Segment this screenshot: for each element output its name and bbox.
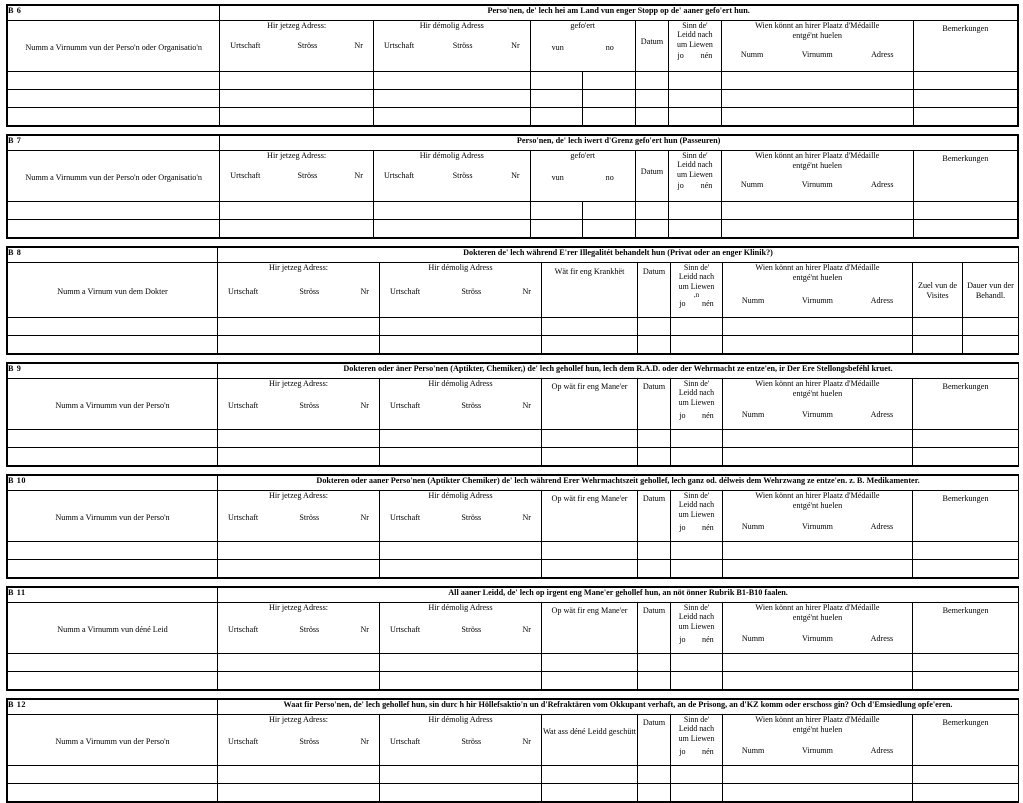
cell-illness[interactable] [542, 336, 638, 354]
cell-manner[interactable] [542, 448, 638, 466]
section-title-row [8, 588, 1019, 603]
section-title: All aaner Leidd, de' lech op irgent eng Mane'er gehollef hun, an nöt önner Rubrik B1-B10 faalen. [218, 588, 1019, 603]
section-code: B 6 [8, 6, 220, 21]
section-title-row [8, 136, 1018, 151]
cell-name[interactable] [8, 318, 218, 336]
cell-name[interactable] [8, 202, 220, 220]
cell-vun[interactable] [530, 108, 583, 126]
section-b8 [6, 246, 1019, 355]
cell-visits[interactable] [913, 336, 963, 354]
table-row[interactable] [8, 766, 1019, 784]
cell-datum[interactable] [635, 202, 668, 220]
cell-remarks[interactable] [913, 90, 1017, 108]
col-alive: Sinn de' Leidd nach um Liewen jo nén [671, 715, 723, 766]
col-address-now: Hir jetzeg Adress: Urtschaft Ströss Nr [218, 603, 380, 654]
cell-medal[interactable] [721, 108, 913, 126]
cell-addr-then[interactable] [373, 202, 530, 220]
cell-addr-now[interactable] [218, 430, 380, 448]
cell-name[interactable] [8, 72, 220, 90]
cell-name[interactable] [8, 784, 218, 802]
table-row[interactable] [8, 108, 1018, 126]
lbl-nr: Nr [354, 41, 363, 51]
cell-medal[interactable] [723, 336, 913, 354]
col-address-now: Hir jetzeg Adress: Urtschaft Ströss Nr [218, 715, 380, 766]
cell-addr-then[interactable] [380, 654, 542, 672]
section-title: Dokteren oder aaner Perso'nen (Aptikter Chemiker) de' lech während Erer Wehrmachtszeit gehollef, lech ganz od. délweis dem Wehrzwang ze entze'en. z. B. Medikamenter. [218, 476, 1019, 491]
col-name-person: Numm a Virnumm vun der Perso'n [8, 491, 218, 542]
col-address-now: Hir jetzeg Adress: Urtschaft Ströss Nr [218, 491, 380, 542]
section-code: B 7 [8, 136, 220, 151]
cell-vun[interactable] [530, 202, 583, 220]
lbl-urtschaft: Urtschaft [230, 41, 261, 51]
table-row[interactable] [8, 672, 1019, 690]
col-name-person: Numm a Virnumm vun der Perso'n [8, 379, 218, 430]
col-manner: Op wät fir eng Mane'er [542, 603, 638, 654]
cell-remarks[interactable] [913, 108, 1017, 126]
col-address-then: Hir démolig Adress Urtschaft Ströss Nr [380, 491, 542, 542]
table-row[interactable] [8, 654, 1019, 672]
cell-name[interactable] [8, 448, 218, 466]
column-header-row [8, 715, 1019, 766]
cell-alive[interactable] [671, 430, 723, 448]
cell-addr-now[interactable] [220, 72, 374, 90]
section-title: Perso'nen, de' lech hei am Land vun enger Stopp op de' aaner gefo'ert hun. [220, 6, 1018, 21]
col-medal-receiver: Wien könnt an hirer Plaatz d'Médaille entgé'nt huelen Numm Virnumm Adress [723, 491, 913, 542]
col-datum: Datum [638, 603, 671, 654]
cell-remarks[interactable] [913, 672, 1019, 690]
cell-medal[interactable] [721, 90, 913, 108]
cell-datum[interactable] [638, 766, 671, 784]
cell-addr-then[interactable] [380, 336, 542, 354]
cell-addr-then[interactable] [380, 318, 542, 336]
cell-medal[interactable] [723, 318, 913, 336]
col-datum: Datum [638, 715, 671, 766]
cell-name[interactable] [8, 220, 220, 238]
cell-manner[interactable] [542, 430, 638, 448]
col-address-then: Hir démolig Adress Urtschaft Ströss Nr [380, 379, 542, 430]
cell-medal[interactable] [723, 448, 913, 466]
section-code: B 12 [8, 700, 218, 715]
column-header-row [8, 379, 1019, 430]
cell-medal[interactable] [723, 560, 913, 578]
section-title-row [8, 364, 1019, 379]
cell-medal[interactable] [723, 766, 913, 784]
col-alive: Sinn de' Leidd nach um Liewen jo nén [671, 491, 723, 542]
cell-datum[interactable] [638, 336, 671, 354]
cell-addr-now[interactable] [218, 560, 380, 578]
cell-alive[interactable] [671, 318, 723, 336]
col-gefoert: gefo'ert vun no [530, 21, 635, 72]
cell-alive[interactable] [671, 560, 723, 578]
col-address-now: Hir jetzeg Adress: Urtschaft Ströss Nr [220, 21, 374, 72]
cell-addr-then[interactable] [380, 560, 542, 578]
column-header-row [8, 263, 1019, 318]
section-title: Perso'nen, de' lech iwert d'Grenz gefo'ert hun (Passeuren) [220, 136, 1018, 151]
cell-addr-then[interactable] [373, 72, 530, 90]
cell-datum[interactable] [638, 448, 671, 466]
cell-addr-then[interactable] [380, 542, 542, 560]
cell-vun[interactable] [530, 72, 583, 90]
column-header-row [8, 151, 1018, 202]
cell-addr-now[interactable] [220, 202, 374, 220]
cell-addr-now[interactable] [218, 766, 380, 784]
cell-medal[interactable] [721, 72, 913, 90]
cell-remarks[interactable] [913, 654, 1019, 672]
cell-remarks[interactable] [913, 430, 1019, 448]
cell-name[interactable] [8, 672, 218, 690]
col-address-now: Hir jetzeg Adress: Urtschaft Ströss Nr [218, 263, 380, 318]
cell-alive[interactable] [669, 202, 722, 220]
cell-remarks[interactable] [913, 542, 1019, 560]
cell-alive[interactable] [669, 90, 722, 108]
cell-name[interactable] [8, 108, 220, 126]
cell-addr-now[interactable] [218, 336, 380, 354]
col-name-org: Numm a Virnumm vun der Perso'n oder Organisatio'n [8, 21, 220, 72]
cell-addr-now[interactable] [220, 90, 374, 108]
section-title-row [8, 6, 1018, 21]
section-b6 [6, 4, 1019, 127]
table-row[interactable] [8, 336, 1019, 354]
table-row[interactable] [8, 202, 1018, 220]
table-row[interactable] [8, 90, 1018, 108]
col-what-happened: Wat ass déné Leidd geschütt [542, 715, 638, 766]
cell-addr-then[interactable] [380, 784, 542, 802]
col-medal-receiver: Wien könnt an hirer Plaatz d'Médaille entgé'nt huelen Numm Virnumm Adress [723, 263, 913, 318]
col-alive: Sinn de' Leidd nach um Liewen ,n jo nén [671, 263, 723, 318]
cell-addr-now[interactable] [218, 448, 380, 466]
col-address-then: Hir démolig Adress Urtschaft Ströss Nr [380, 715, 542, 766]
table-row[interactable] [8, 318, 1019, 336]
cell-alive[interactable] [669, 220, 722, 238]
cell-alive[interactable] [671, 448, 723, 466]
cell-addr-now[interactable] [218, 542, 380, 560]
cell-medal[interactable] [721, 220, 913, 238]
cell-alive[interactable] [671, 542, 723, 560]
col-alive: Sinn de' Leidd nach um Liewen jo nén [669, 21, 722, 72]
col-name-person: Numm a Virnumm vun der Perso'n [8, 715, 218, 766]
cell-datum[interactable] [635, 72, 668, 90]
table-row[interactable] [8, 560, 1019, 578]
cell-name[interactable] [8, 336, 218, 354]
col-treatment-duration: Dauer vun der Behandl. [963, 263, 1019, 318]
cell-datum[interactable] [635, 108, 668, 126]
column-header-row [8, 21, 1018, 72]
cell-duration[interactable] [963, 336, 1019, 354]
cell-no[interactable] [583, 108, 636, 126]
cell-addr-now[interactable] [218, 784, 380, 802]
cell-datum[interactable] [638, 430, 671, 448]
col-remarks: Bemerkungen [913, 21, 1017, 72]
cell-manner[interactable] [542, 560, 638, 578]
cell-remarks[interactable] [913, 72, 1017, 90]
cell-no[interactable] [583, 90, 636, 108]
cell-duration[interactable] [963, 318, 1019, 336]
cell-medal[interactable] [723, 672, 913, 690]
col-address-then: Hir démolig Adress Urtschaft Ströss Nr [380, 603, 542, 654]
col-manner: Op wät fir eng Mane'er [542, 379, 638, 430]
cell-medal[interactable] [723, 784, 913, 802]
cell-alive[interactable] [671, 784, 723, 802]
section-title-row [8, 248, 1019, 263]
section-b9 [6, 362, 1019, 467]
cell-medal[interactable] [723, 654, 913, 672]
cell-datum[interactable] [638, 560, 671, 578]
cell-alive[interactable] [671, 766, 723, 784]
cell-manner[interactable] [542, 654, 638, 672]
col-address-now: Hir jetzeg Adress: Urtschaft Ströss Nr [218, 379, 380, 430]
cell-addr-then[interactable] [373, 90, 530, 108]
cell-datum[interactable] [638, 542, 671, 560]
cell-medal[interactable] [723, 430, 913, 448]
cell-medal[interactable] [723, 542, 913, 560]
col-name-leidd: Numm a Virnumm vun déné Leid [8, 603, 218, 654]
section-title: Dokteren oder äner Perso'nen (Aptikter, Chemiker,) de' lech gehollef hun, lech dem R.A.D. oder der Wehrmacht ze entze'en, ir Der Ere Stellongsbeféhl kruet. [218, 364, 1019, 379]
col-datum: Datum [635, 21, 668, 72]
col-datum: Datum [635, 151, 668, 202]
section-title-row [8, 476, 1019, 491]
col-address-then: Hir démolig Adress Urtschaft Ströss Nr [373, 151, 530, 202]
lbl-stross: Ströss [297, 41, 318, 51]
cell-manner[interactable] [542, 672, 638, 690]
cell-remarks[interactable] [913, 202, 1017, 220]
col-alive: Sinn de' Leidd nach um Liewen jo nén [671, 603, 723, 654]
section-title: Dokteren de' lech während E'rer Illegalitét behandelt hun (Privat oder an enger Klinik?) [218, 248, 1019, 263]
cell-remarks[interactable] [913, 766, 1019, 784]
col-gefoert: gefo'ert vun no [530, 151, 635, 202]
cell-remarks[interactable] [913, 560, 1019, 578]
cell-addr-now[interactable] [218, 654, 380, 672]
cell-illness[interactable] [542, 318, 638, 336]
column-header-row [8, 603, 1019, 654]
cell-name[interactable] [8, 430, 218, 448]
cell-no[interactable] [583, 72, 636, 90]
section-title: Waat fir Perso'nen, de' lech gehollef hun, sin durc h hir Höllefsaktio'n un d'Refraktären vom Okkupant verhaft, an de Prisong, an d'KZ komm oder erschoss gin? Och d'Emsiedlung opfe'eren. [218, 700, 1019, 715]
cell-medal[interactable] [721, 202, 913, 220]
col-remarks: Bemerkungen [913, 151, 1017, 202]
cell-name[interactable] [8, 766, 218, 784]
col-alive: Sinn de' Leidd nach um Liewen jo nén [669, 151, 722, 202]
cell-what[interactable] [542, 784, 638, 802]
cell-manner[interactable] [542, 542, 638, 560]
cell-alive[interactable] [669, 72, 722, 90]
col-address-then: Hir démolig Adress Urtschaft Ströss Nr [380, 263, 542, 318]
cell-addr-then[interactable] [373, 108, 530, 126]
cell-datum[interactable] [638, 318, 671, 336]
cell-alive[interactable] [671, 654, 723, 672]
cell-addr-then[interactable] [380, 766, 542, 784]
cell-no[interactable] [583, 202, 636, 220]
cell-what[interactable] [542, 766, 638, 784]
cell-addr-now[interactable] [220, 220, 374, 238]
cell-addr-then[interactable] [380, 672, 542, 690]
col-address-now: Hir jetzeg Adress: Urtschaft Ströss Nr [220, 151, 374, 202]
section-code: B 10 [8, 476, 218, 491]
table-row[interactable] [8, 72, 1018, 90]
col-remarks: Bemerkungen [913, 491, 1019, 542]
cell-addr-now[interactable] [218, 318, 380, 336]
table-row[interactable] [8, 430, 1019, 448]
section-code: B 8 [8, 248, 218, 263]
col-visit-count: Zuel vun de Visites [913, 263, 963, 318]
cell-name[interactable] [8, 560, 218, 578]
cell-datum[interactable] [638, 672, 671, 690]
col-medal-receiver: Wien könnt an hirer Plaatz d'Médaille entgé'nt huelen Numm Virnumm Adress [721, 151, 913, 202]
col-datum: Datum [638, 263, 671, 318]
col-medal-receiver: Wien könnt an hirer Plaatz d'Médaille entgé'nt huelen Numm Virnumm Adress [723, 603, 913, 654]
col-medal-receiver: Wien könnt an hirer Plaatz d'Médaille entgé'nt huelen Numm Virnumm Adress [723, 379, 913, 430]
cell-name[interactable] [8, 654, 218, 672]
cell-visits[interactable] [913, 318, 963, 336]
section-code: B 11 [8, 588, 218, 603]
cell-name[interactable] [8, 542, 218, 560]
cell-remarks[interactable] [913, 448, 1019, 466]
section-b7 [6, 134, 1019, 239]
cell-alive[interactable] [671, 672, 723, 690]
cell-addr-now[interactable] [218, 672, 380, 690]
col-remarks: Bemerkungen [913, 715, 1019, 766]
col-datum: Datum [638, 491, 671, 542]
cell-vun[interactable] [530, 90, 583, 108]
cell-name[interactable] [8, 90, 220, 108]
col-illness: Wät fir eng Krankhët [542, 263, 638, 318]
table-row[interactable] [8, 220, 1018, 238]
col-medal-receiver: Wien könnt an hirer Plaatz d'Médaille entgé'nt huelen Numm Virnumm Adress [723, 715, 913, 766]
column-header-row [8, 491, 1019, 542]
col-remarks: Bemerkungen [913, 379, 1019, 430]
table-row[interactable] [8, 542, 1019, 560]
col-alive: Sinn de' Leidd nach um Liewen jo nén [671, 379, 723, 430]
section-title-row [8, 700, 1019, 715]
col-name-org: Numm a Virnumm vun der Perso'n oder Organisatio'n [8, 151, 220, 202]
col-manner: Op wät fir eng Mane'er [542, 491, 638, 542]
cell-no[interactable] [583, 220, 636, 238]
cell-remarks[interactable] [913, 220, 1017, 238]
cell-addr-then[interactable] [373, 220, 530, 238]
cell-alive[interactable] [671, 336, 723, 354]
table-row[interactable] [8, 448, 1019, 466]
col-address-then: Hir démolig Adress Urtschaft Ströss Nr [373, 21, 530, 72]
section-code: B 9 [8, 364, 218, 379]
cell-remarks[interactable] [913, 784, 1019, 802]
section-b11 [6, 586, 1019, 691]
cell-datum[interactable] [635, 90, 668, 108]
cell-datum[interactable] [635, 220, 668, 238]
cell-alive[interactable] [669, 108, 722, 126]
cell-addr-now[interactable] [220, 108, 374, 126]
col-name-doctor: Numm a Virnum vun dem Dokter [8, 263, 218, 318]
col-medal-receiver: Wien könnt an hirer Plaatz d'Médaille entgé'nt huelen Numm Virnumm Adress [721, 21, 913, 72]
cell-datum[interactable] [638, 654, 671, 672]
table-row[interactable] [8, 784, 1019, 802]
cell-datum[interactable] [638, 784, 671, 802]
cell-addr-then[interactable] [380, 448, 542, 466]
cell-vun[interactable] [530, 220, 583, 238]
col-datum: Datum [638, 379, 671, 430]
section-b10 [6, 474, 1019, 579]
col-remarks: Bemerkungen [913, 603, 1019, 654]
cell-addr-then[interactable] [380, 430, 542, 448]
